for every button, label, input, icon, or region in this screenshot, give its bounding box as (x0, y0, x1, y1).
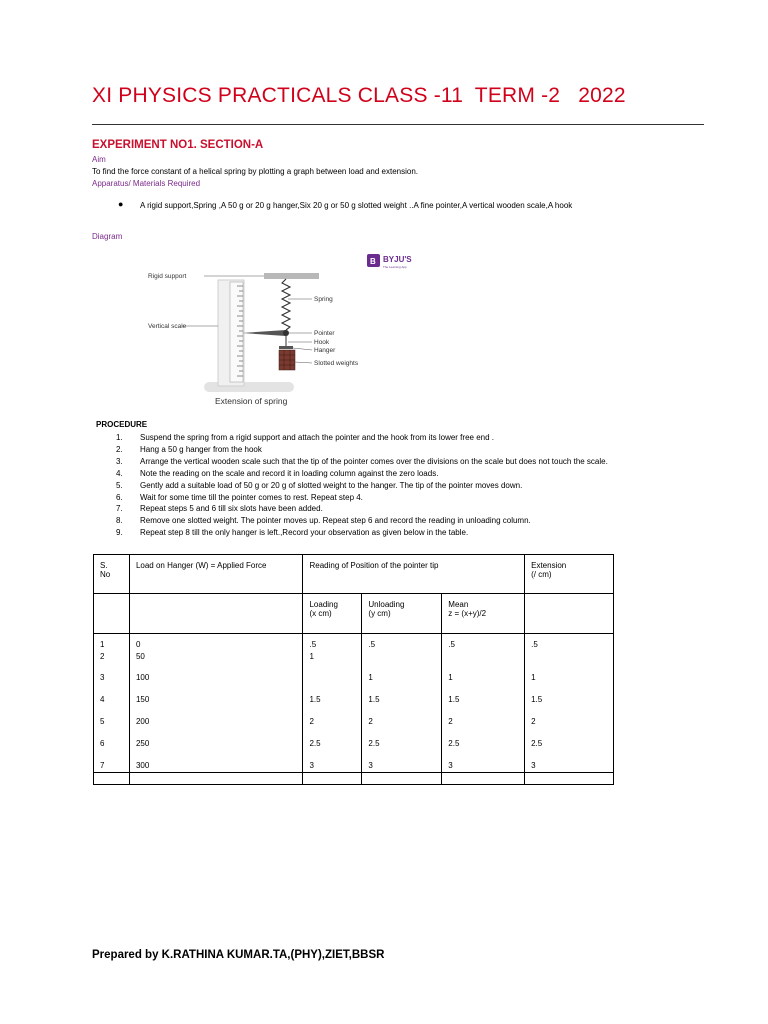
cell-loading: 1 (309, 652, 314, 661)
svg-text:The Learning App: The Learning App (383, 265, 407, 269)
page-title: XI PHYSICS PRACTICALS CLASS -11 TERM -2 2022 (92, 84, 626, 107)
cell-extension: 2.5 (531, 739, 543, 748)
bullet-icon: ● (118, 199, 124, 209)
cell-mean: .5 (448, 640, 455, 649)
observation-table (93, 554, 614, 785)
table-header-row (94, 555, 614, 594)
label-vertical-scale: Vertical scale (148, 323, 187, 330)
procedure-step: 5. Gently add a suitable load of 50 g or 20 g of slotted weight to the hanger. The tip of the pointer moves down. (116, 480, 523, 490)
procedure-step: 4. Note the reading on the scale and record it in loading column against the zero loads. (116, 468, 439, 478)
apparatus-heading: Apparatus/ Materials Required (92, 179, 201, 188)
cell-load: 200 (135, 717, 150, 726)
procedure-heading: PROCEDURE (96, 420, 148, 429)
header-load: Load on Hanger (W) = Applied Force (129, 555, 303, 594)
cell-load: 300 (135, 761, 150, 770)
table-subheader-row (94, 594, 614, 634)
procedure-step: 9. Repeat step 8 till the only hanger is left.,Record your observation as given below in the table. (116, 528, 469, 538)
hanger (279, 346, 293, 349)
title-divider (92, 124, 704, 125)
procedure-step: 2. Hang a 50 g hanger from the hook (116, 444, 262, 454)
table-data-row (94, 634, 614, 773)
label-slotted-weights: Slotted weights (314, 360, 359, 367)
cell-loading: 1.5 (309, 695, 321, 704)
cell-mean: 2.5 (448, 739, 460, 748)
pointer (242, 330, 286, 336)
procedure-step: 8. Remove one slotted weight. The pointer moves up. Repeat step 6 and record the reading in unloading column. (116, 516, 531, 526)
cell-load: 50 (135, 652, 145, 661)
subheader-unloading: Unloading (y cm) (362, 594, 442, 634)
cell-load: 100 (135, 673, 150, 682)
cell-mean: 2 (448, 717, 453, 726)
diagram-caption: Extension of spring (215, 396, 288, 406)
cell-loading: 3 (309, 761, 314, 770)
cell-extension: .5 (531, 640, 538, 649)
cell-loading: 2 (309, 717, 314, 726)
aim-text: To find the force constant of a helical spring by plotting a graph between load and extension. (92, 167, 418, 176)
header-extension: Extension (/ cm) (525, 555, 614, 594)
label-spring: Spring (314, 296, 333, 303)
procedure-step: 7. Repeat steps 5 and 6 till six slots have been added. (116, 504, 323, 514)
label-pointer: Pointer (314, 330, 335, 337)
cell-mean: 3 (448, 761, 453, 770)
cell-sno-column (94, 634, 130, 773)
cell-mean: 1 (448, 673, 453, 682)
cell-sno: 7 (100, 761, 105, 770)
cell-sno: 3 (100, 673, 105, 682)
procedure-step: 3. Arrange the vertical wooden scale such that the tip of the pointer comes over the divisions on the scale but does not touch the scale. (116, 456, 608, 466)
byjus-logo (367, 254, 412, 269)
svg-text:BYJU'S: BYJU'S (383, 255, 412, 264)
cell-unloading: 1 (368, 673, 373, 682)
cell-extension-column (525, 634, 614, 773)
cell-load: 250 (135, 739, 150, 748)
cell-load-column (129, 634, 303, 773)
cell-loading-column (303, 634, 362, 773)
label-rigid-support: Rigid support (148, 273, 187, 280)
procedure-step: 1. Suspend the spring from a rigid support and attach the pointer and the hook from its lower free end . (116, 433, 494, 442)
cell-extension: 2 (531, 717, 536, 726)
spring (282, 279, 290, 330)
spring-extension-diagram (92, 246, 472, 411)
subheader-mean: Mean z = (x+y)/2 (442, 594, 525, 634)
cell-unloading: 2.5 (368, 739, 380, 748)
table-empty-row (94, 773, 614, 785)
apparatus-text: A rigid support,Spring ,A 50 g or 20 g hanger,Six 20 g or 50 g slotted weight ..A fine pointer,A vertical wooden scale,A hook (140, 201, 573, 210)
procedure-step: 6. Wait for some time till the pointer comes to rest. Repeat step 4. (116, 492, 363, 502)
cell-sno: 1 (100, 640, 105, 649)
label-hanger: Hanger (314, 347, 336, 354)
cell-sno: 2 (100, 652, 105, 661)
cell-loading: 2.5 (309, 739, 321, 748)
cell-unloading: 3 (368, 761, 373, 770)
aim-heading: Aim (92, 155, 106, 164)
cell-unloading: 2 (368, 717, 373, 726)
cell-unloading-column (362, 634, 442, 773)
cell-sno: 5 (100, 717, 105, 726)
cell-load: 150 (135, 695, 150, 704)
cell-load: 0 (135, 640, 141, 649)
experiment-heading: EXPERIMENT NO1. SECTION-A (92, 139, 264, 151)
subheader-loading: Loading (x cm) (303, 594, 362, 634)
rigid-support (264, 273, 319, 279)
procedure-steps (116, 432, 608, 539)
cell-mean: 1.5 (448, 695, 460, 704)
cell-extension: 1 (531, 673, 536, 682)
label-hook: Hook (314, 339, 330, 346)
header-sno: S. No (94, 555, 130, 594)
cell-extension: 1.5 (531, 695, 543, 704)
diagram-heading: Diagram (92, 232, 123, 241)
header-reading: Reading of Position of the pointer tip (303, 555, 525, 594)
cell-extension: 3 (531, 761, 536, 770)
cell-mean-column (442, 634, 525, 773)
cell-loading: .5 (309, 640, 317, 649)
svg-text:B: B (370, 257, 376, 266)
cell-unloading: 1.5 (368, 695, 380, 704)
footer-prepared-by: Prepared by K.RATHINA KUMAR.TA,(PHY),ZIET,BBSR (92, 949, 385, 961)
cell-unloading: .5 (368, 640, 376, 649)
cell-sno: 4 (100, 695, 105, 704)
cell-sno: 6 (100, 739, 105, 748)
